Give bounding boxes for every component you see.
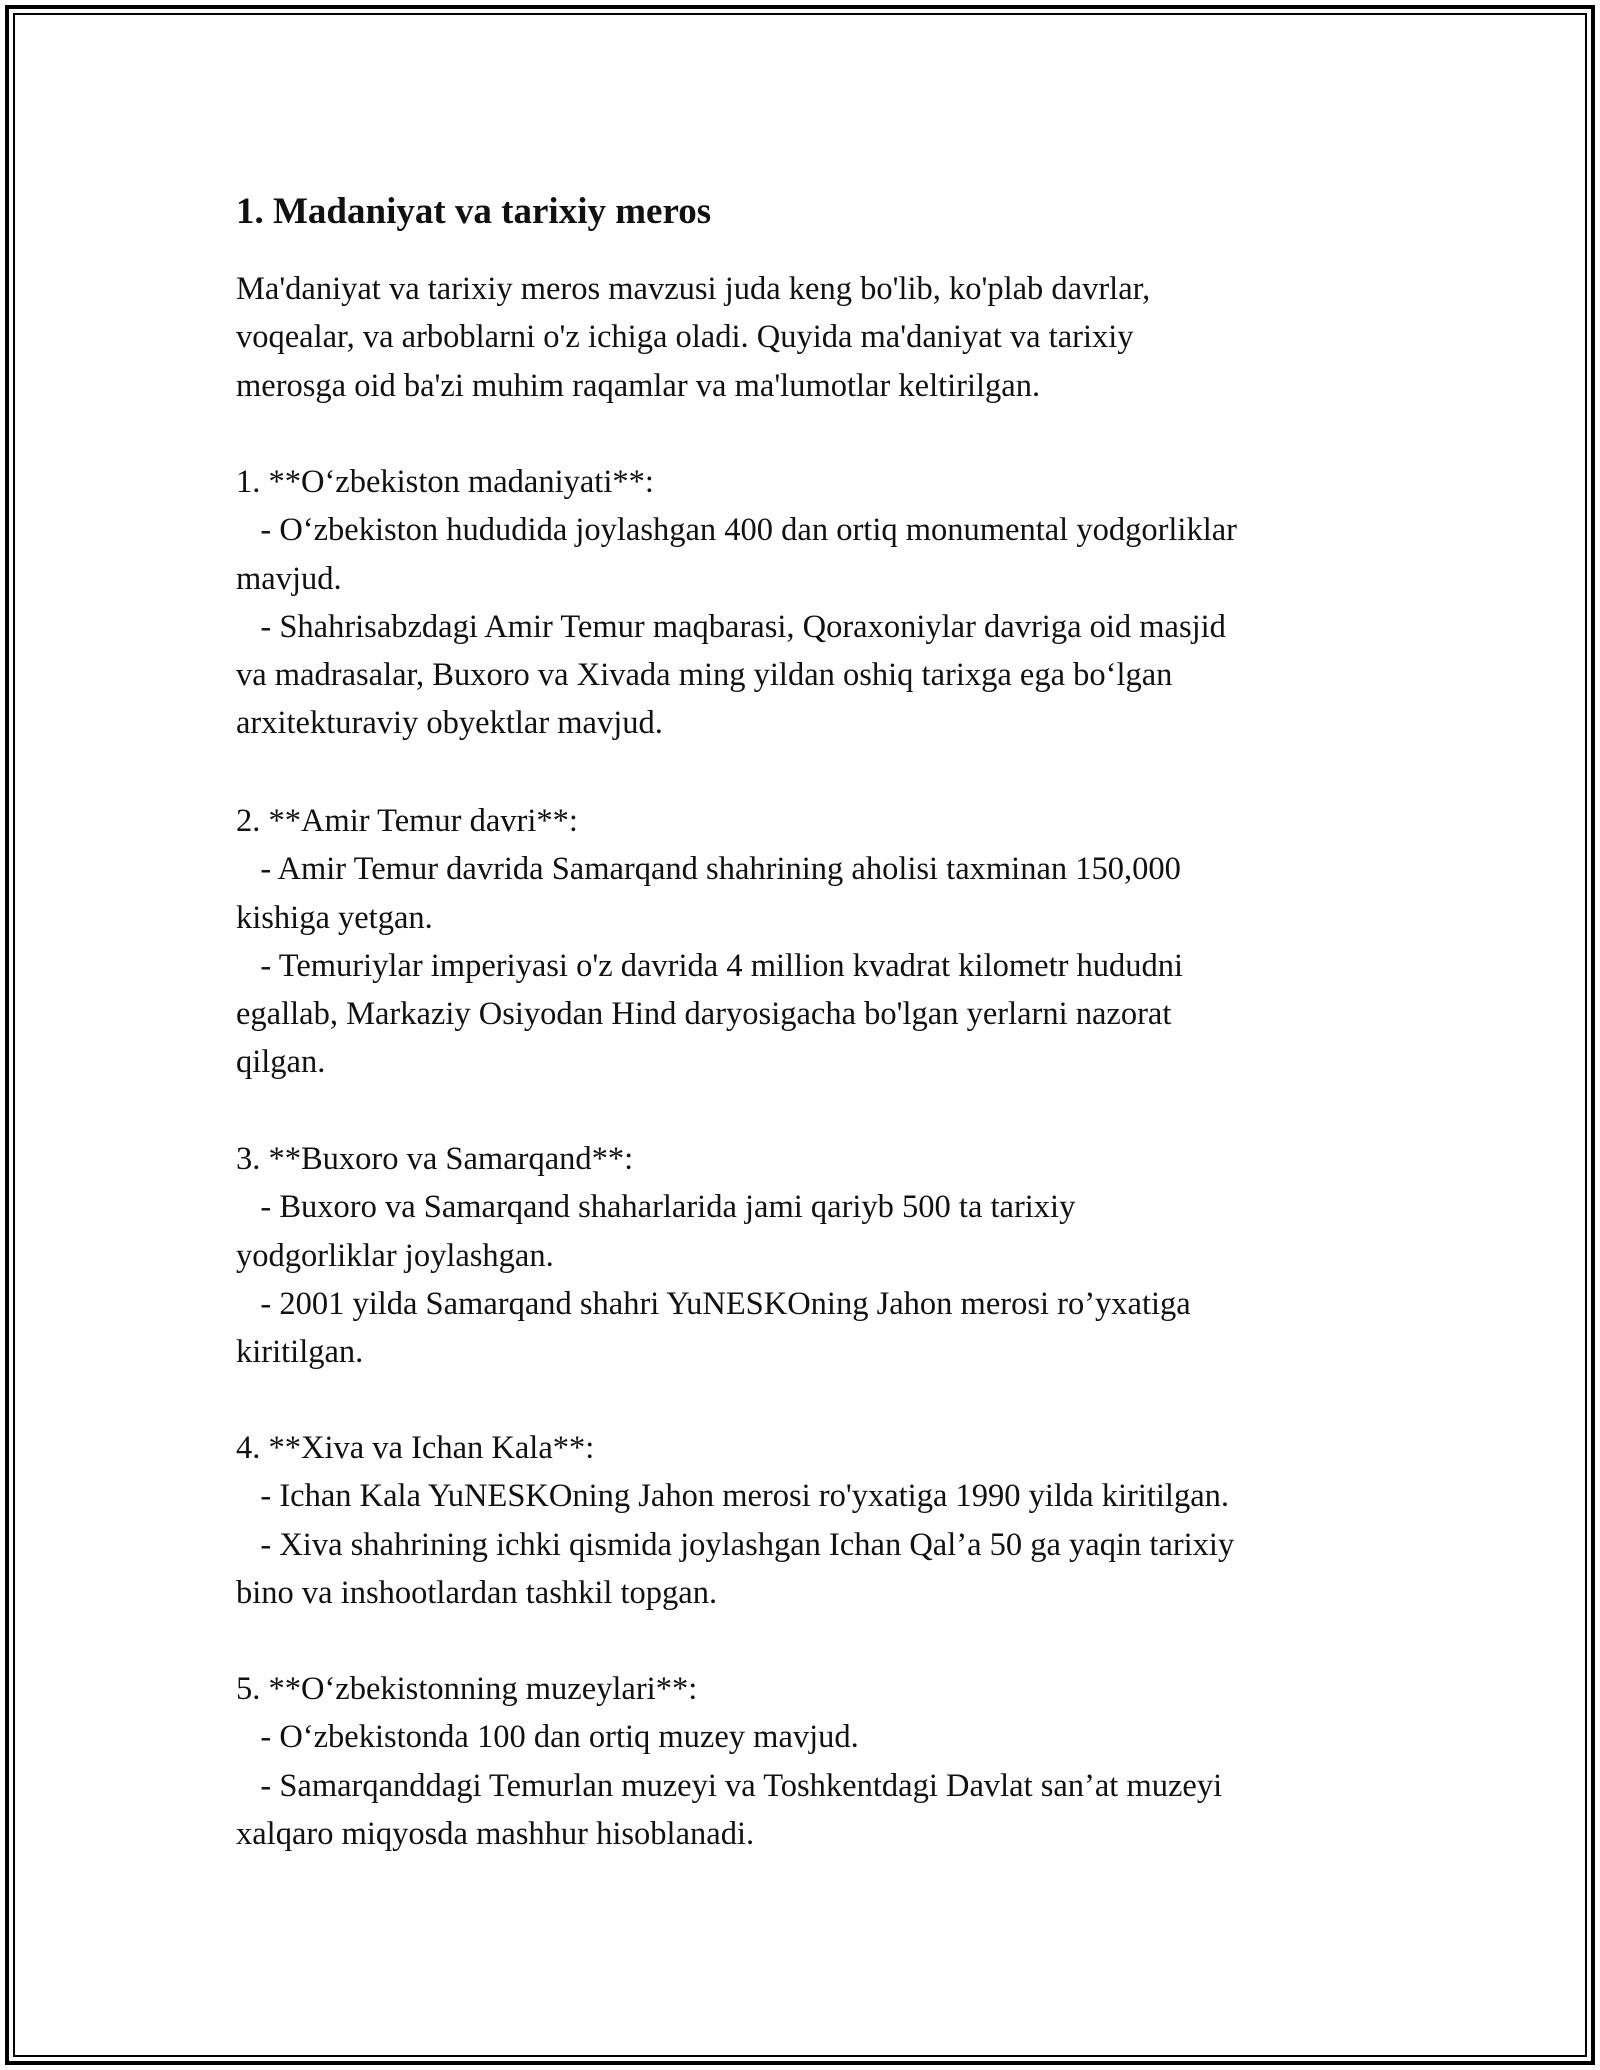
section-uzbekistan-culture: 1. **O‘zbekiston madaniyati**: - O‘zbekiston hududida joylashgan 400 dan ortiq monumental yodgorliklar mavjud. - Shahrisabzdagi Amir Temur maqbarasi, Qoraxoniylar davriga oid masjid va madrasalar, Buxoro va Xivada ming yildan oshiq tarixga ega bo‘lgan arxitekturaviy obyektlar mavjud. — [236, 464, 1237, 742]
intro-paragraph: Ma'daniyat va tarixiy meros mavzusi juda keng bo'lib, ko'plab davrlar, voqealar, va arboblarni o'z ichiga oladi. Quyida ma'daniyat va tarixiy merosga oid ba'zi muhim raqamlar va ma'lumotlar keltirilgan. — [236, 271, 1151, 404]
section-amir-temur-era: 2. **Amir Temur davri**: - Amir Temur davrida Samarqand shahrining aholisi taxminan 150,000 kishiga yetgan. - Temuriylar imperiyasi o'z davrida 4 million kvadrat kilometr hududni egallab, Markaziy Osiyodan Hind daryosigacha bo'lgan yerlarni nazorat qilgan. — [236, 803, 1184, 1081]
section-bukhara-samarkand: 3. **Buxoro va Samarqand**: - Buxoro va Samarqand shaharlarida jami qariyb 500 ta tarixiy yodgorliklar joylashgan. - 2001 yilda Samarqand shahri YuNESKOning Jahon merosi ro’yxatiga kiritilgan. — [236, 1141, 1191, 1371]
section-heading: 1. Madaniyat va tarixiy meros — [236, 191, 712, 232]
section-museums: 5. **O‘zbekistonning muzeylari**: - O‘zbekistonda 100 dan ortiq muzey mavjud. - Samarqanddagi Temurlan muzeyi va Toshkentdagi Davlat san’at muzeyi xalqaro miqyosda mashhur hisoblanadi. — [236, 1671, 1223, 1852]
section-khiva-ichan-kala: 4. **Xiva va Ichan Kala**: - Ichan Kala YuNESKOning Jahon merosi ro'yxatiga 1990 yilda kiritilgan. - Xiva shahrining ichki qismida joylashgan Ichan Qal’a 50 ga yaqin tarixiy bino va inshootlardan tashkil topgan. — [236, 1430, 1235, 1611]
